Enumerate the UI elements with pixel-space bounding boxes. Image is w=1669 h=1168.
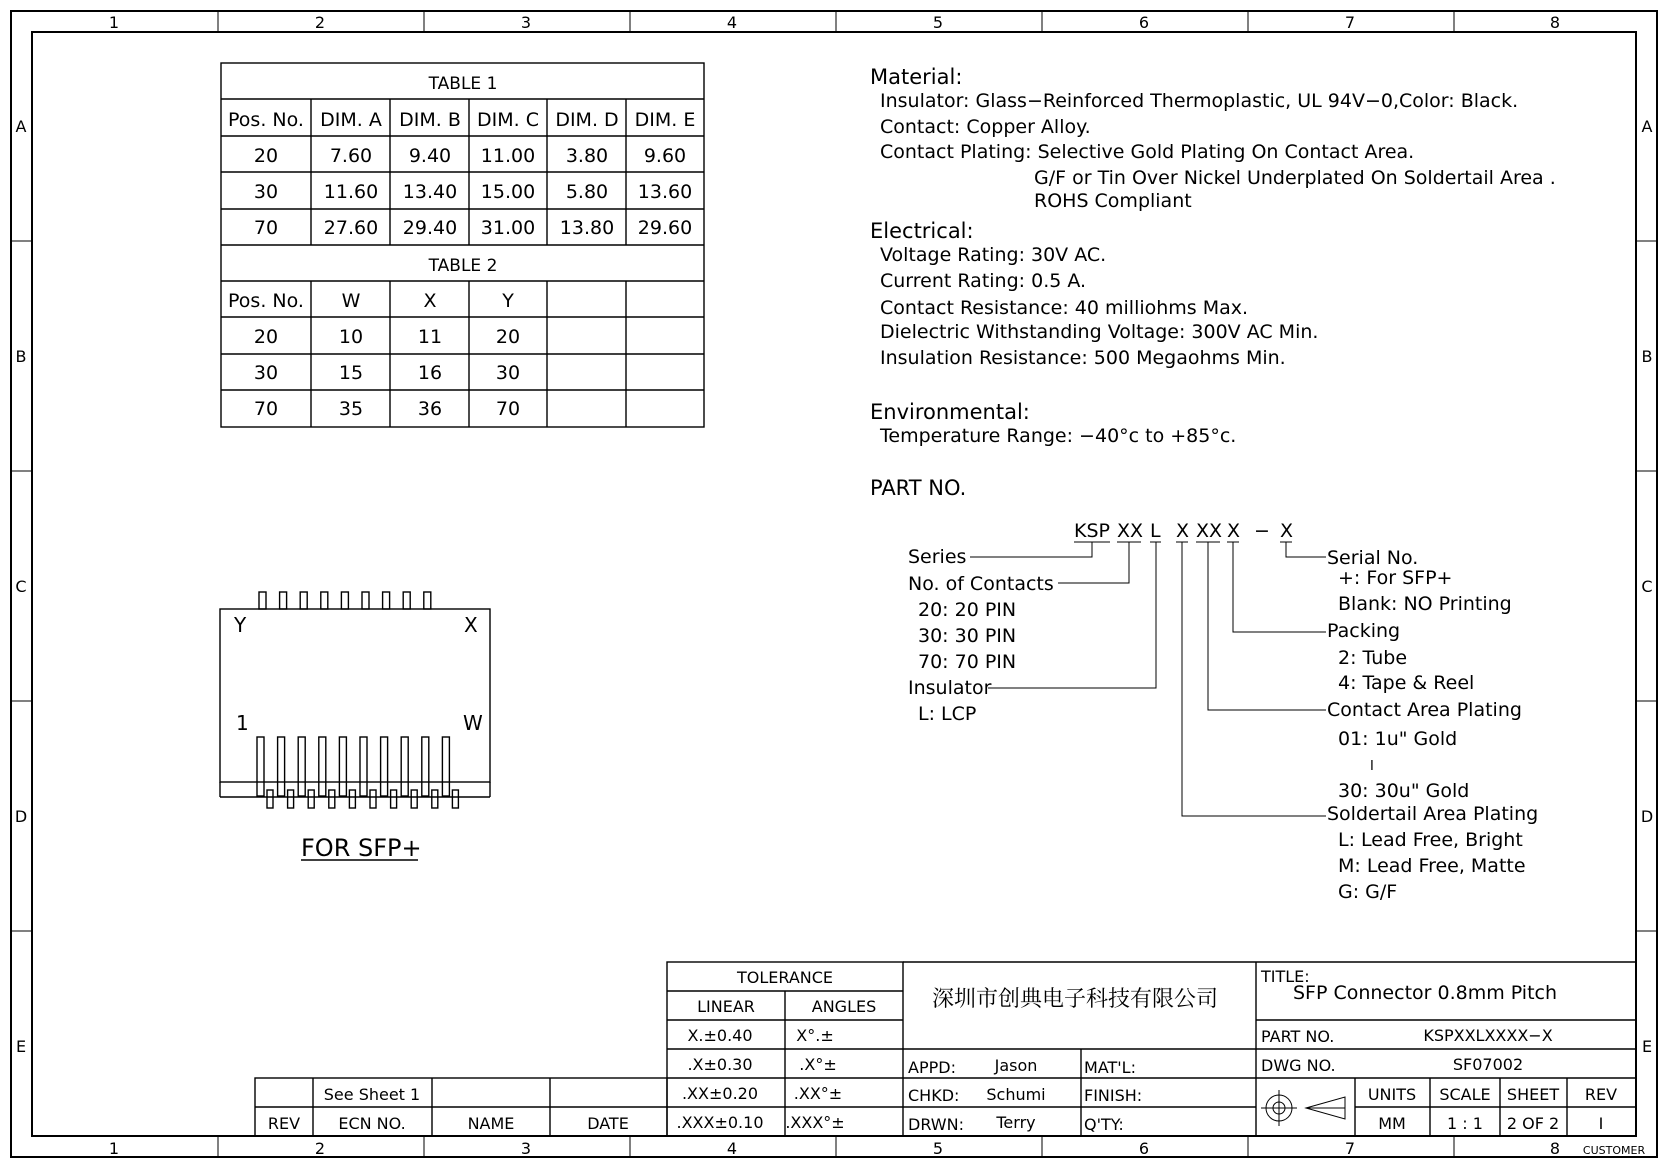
contact-pin bbox=[278, 737, 285, 796]
units-value: MM bbox=[1378, 1114, 1406, 1133]
chkd-label: CHKD: bbox=[908, 1086, 960, 1105]
drwn-label: DRWN: bbox=[908, 1115, 964, 1134]
table2-header: Y bbox=[502, 290, 514, 312]
part-no-label: PART NO. bbox=[1261, 1027, 1335, 1046]
part-no-heading: PART NO. bbox=[870, 476, 967, 500]
tol-linear: .X±0.30 bbox=[687, 1055, 753, 1074]
corner-label-x: X bbox=[464, 613, 478, 637]
col-label-top: 2 bbox=[314, 13, 326, 32]
table1-cell: 9.40 bbox=[408, 145, 452, 167]
tol-angle: .XXX°± bbox=[785, 1113, 845, 1132]
table1-cell: 5.80 bbox=[565, 181, 609, 203]
col-label-bottom: 8 bbox=[1549, 1139, 1561, 1158]
legend-gf: G: G/F bbox=[1338, 881, 1398, 903]
tol-angle: .X°± bbox=[799, 1055, 837, 1074]
legend-70pin: 70: 70 PIN bbox=[918, 651, 1017, 673]
part-legend-right bbox=[1327, 547, 1538, 903]
linear-heading: LINEAR bbox=[697, 997, 755, 1016]
table1-header: DIM. A bbox=[320, 109, 382, 131]
row-label-left: D bbox=[14, 807, 28, 826]
solder-tail bbox=[349, 790, 355, 808]
sheet-value: 2 OF 2 bbox=[1506, 1114, 1560, 1133]
legend-contact-plating: Contact Area Plating bbox=[1327, 699, 1522, 721]
title-label: TITLE: bbox=[1261, 967, 1310, 986]
corner-label-y: Y bbox=[234, 613, 247, 637]
code-contacts: XX bbox=[1117, 520, 1144, 542]
table2-header: X bbox=[423, 290, 437, 312]
legend-lead-free-matte: M: Lead Free, Matte bbox=[1338, 855, 1526, 877]
spec-resistance: Contact Resistance: 40 milliohms Max. bbox=[880, 297, 1249, 319]
col-label-bottom: 6 bbox=[1138, 1139, 1150, 1158]
table1-cell: 3.80 bbox=[565, 145, 609, 167]
row-label-right: B bbox=[1641, 347, 1653, 366]
solder-tail bbox=[288, 790, 294, 808]
spec-rohs: ROHS Compliant bbox=[1034, 190, 1192, 212]
col-label-bottom: 2 bbox=[314, 1139, 326, 1158]
tol-angle: X°.± bbox=[796, 1026, 834, 1045]
spec-contact: Contact: Copper Alloy. bbox=[880, 116, 1091, 138]
contact-pin bbox=[442, 737, 449, 796]
legend-lead-free-bright: L: Lead Free, Bright bbox=[1338, 829, 1523, 851]
table1-cell: 13.80 bbox=[559, 217, 615, 239]
scale-value: 1 : 1 bbox=[1447, 1114, 1483, 1133]
table2-cell: 15 bbox=[338, 362, 364, 384]
legend-lcp: L: LCP bbox=[918, 703, 977, 725]
top-pin bbox=[300, 592, 307, 609]
table1-cell: 29.60 bbox=[637, 217, 693, 239]
top-pins bbox=[259, 592, 431, 609]
projection-symbol-icon bbox=[1261, 1090, 1345, 1126]
qty-label: Q'TY: bbox=[1084, 1115, 1124, 1134]
spec-plating-2: G/F or Tin Over Nickel Underplated On Soldertail Area . bbox=[1034, 167, 1556, 189]
col-label-top: 8 bbox=[1549, 13, 1561, 32]
legend-30u-gold: 30: 30u" Gold bbox=[1338, 780, 1470, 802]
part-number-code bbox=[1074, 520, 1293, 542]
top-pin bbox=[424, 592, 431, 609]
tol-linear: X.±0.40 bbox=[687, 1026, 753, 1045]
finish-label: FINISH: bbox=[1084, 1086, 1143, 1105]
electrical-heading: Electrical: bbox=[870, 219, 974, 243]
col-label-top: 5 bbox=[932, 13, 944, 32]
drawing-caption: FOR SFP+ bbox=[301, 834, 422, 862]
spec-insulator: Insulator: Glass−Reinforced Thermoplastic, UL 94V−0,Color: Black. bbox=[880, 90, 1519, 112]
drawing-title: SFP Connector 0.8mm Pitch bbox=[1292, 982, 1558, 1004]
table2-cell: 20 bbox=[495, 326, 521, 348]
spec-insulation: Insulation Resistance: 500 Megaohms Min. bbox=[880, 347, 1286, 369]
table2-cell: 11 bbox=[417, 326, 443, 348]
row-label-right: D bbox=[1640, 807, 1654, 826]
revision-ecn-header: ECN NO. bbox=[338, 1114, 406, 1133]
corner-label-w: W bbox=[463, 711, 483, 735]
table2-header: W bbox=[341, 290, 361, 312]
appd-name: Jason bbox=[994, 1056, 1038, 1075]
table1-cell: 70 bbox=[253, 217, 279, 239]
contact-pin bbox=[257, 737, 264, 796]
table1-cell: 27.60 bbox=[323, 217, 379, 239]
dwg-no-value: SF07002 bbox=[1452, 1055, 1524, 1074]
drwn-name: Terry bbox=[996, 1113, 1036, 1132]
row-label-left: B bbox=[15, 347, 27, 366]
solder-tail bbox=[411, 790, 417, 808]
table2-cell: 36 bbox=[417, 398, 443, 420]
legend-insulator: Insulator bbox=[908, 677, 992, 699]
spec-voltage: Voltage Rating: 30V AC. bbox=[880, 244, 1107, 266]
legend-30pin: 30: 30 PIN bbox=[918, 625, 1017, 647]
solder-tail bbox=[432, 790, 438, 808]
customer-label: CUSTOMER bbox=[1582, 1144, 1646, 1157]
corner-label-1: 1 bbox=[236, 711, 249, 735]
contact-pin bbox=[339, 737, 346, 796]
legend-reel: 4: Tape & Reel bbox=[1338, 672, 1475, 694]
revision-see-sheet: See Sheet 1 bbox=[323, 1085, 421, 1104]
table1-title: TABLE 1 bbox=[428, 74, 498, 94]
table2-title: TABLE 2 bbox=[428, 256, 498, 276]
row-label-right: C bbox=[1641, 577, 1653, 596]
row-label-left: E bbox=[15, 1037, 27, 1056]
top-pin bbox=[280, 592, 287, 609]
title-block-text bbox=[268, 967, 1646, 1157]
tol-angle: .XX°± bbox=[793, 1084, 843, 1103]
sfp-connector-drawing bbox=[220, 592, 490, 862]
contact-pin bbox=[381, 737, 388, 796]
part-legend-left bbox=[908, 546, 1054, 725]
revision-name-header: NAME bbox=[467, 1114, 515, 1133]
legend-sfp: +: For SFP+ bbox=[1338, 567, 1453, 589]
col-label-top: 4 bbox=[726, 13, 738, 32]
legend-solder-plating: Soldertail Area Plating bbox=[1327, 803, 1539, 825]
solder-tail bbox=[391, 790, 397, 808]
row-label-left: C bbox=[15, 577, 27, 596]
spec-dielectric: Dielectric Withstanding Voltage: 300V AC Min. bbox=[880, 321, 1319, 343]
legend-blank: Blank: NO Printing bbox=[1338, 593, 1512, 615]
table1-cell: 11.00 bbox=[480, 145, 536, 167]
table1-cell: 9.60 bbox=[643, 145, 687, 167]
code-series: KSP bbox=[1074, 520, 1110, 542]
code-dash: − bbox=[1254, 520, 1270, 542]
table2-cell: 20 bbox=[253, 326, 279, 348]
solder-tail bbox=[452, 790, 458, 808]
table1-cell: 31.00 bbox=[480, 217, 536, 239]
rev-value: I bbox=[1598, 1114, 1604, 1133]
table1-cell: 13.40 bbox=[402, 181, 458, 203]
col-label-bottom: 4 bbox=[726, 1139, 738, 1158]
col-label-top: 1 bbox=[108, 13, 120, 32]
table2-cell: 10 bbox=[338, 326, 364, 348]
row-label-right: E bbox=[1641, 1037, 1653, 1056]
angles-heading: ANGLES bbox=[811, 997, 877, 1016]
table2-cell: 16 bbox=[417, 362, 443, 384]
legend-tube: 2: Tube bbox=[1338, 647, 1408, 669]
row-label-left: A bbox=[15, 117, 27, 136]
table1-cell: 20 bbox=[253, 145, 279, 167]
spec-current: Current Rating: 0.5 A. bbox=[880, 270, 1087, 292]
code-insulator: L bbox=[1150, 520, 1161, 542]
material-heading: Material: bbox=[870, 65, 963, 89]
table1-header: DIM. E bbox=[634, 109, 696, 131]
contact-pin bbox=[298, 737, 305, 796]
table1-header: Pos. No. bbox=[228, 109, 304, 131]
row-label-right: A bbox=[1641, 117, 1653, 136]
inner-contacts bbox=[257, 737, 449, 796]
contact-pin bbox=[319, 737, 326, 796]
sheet-label: SHEET bbox=[1506, 1085, 1560, 1104]
table1-cell: 11.60 bbox=[323, 181, 379, 203]
code-packing: X bbox=[1227, 520, 1241, 542]
top-pin bbox=[383, 592, 390, 609]
code-serial: X bbox=[1280, 520, 1294, 542]
solder-tail bbox=[308, 790, 314, 808]
environmental-heading: Environmental: bbox=[870, 400, 1030, 424]
solder-tail bbox=[370, 790, 376, 808]
solder-tails bbox=[267, 790, 458, 808]
table1-cell: 15.00 bbox=[480, 181, 536, 203]
col-label-bottom: 5 bbox=[932, 1139, 944, 1158]
part-no-value: KSPXXLXXXX−X bbox=[1423, 1026, 1553, 1045]
table1-header: DIM. C bbox=[477, 109, 539, 131]
top-pin bbox=[341, 592, 348, 609]
scale-label: SCALE bbox=[1439, 1085, 1491, 1104]
table1-cell: 30 bbox=[253, 181, 279, 203]
top-pin bbox=[321, 592, 328, 609]
dimension-tables bbox=[221, 63, 704, 427]
legend-1u-gold: 01: 1u" Gold bbox=[1338, 728, 1458, 750]
table2-cell: 30 bbox=[495, 362, 521, 384]
table1-header: DIM. D bbox=[555, 109, 619, 131]
contact-pin bbox=[422, 737, 429, 796]
solder-tail bbox=[329, 790, 335, 808]
dwg-no-label: DWG NO. bbox=[1261, 1056, 1336, 1075]
table1-header: DIM. B bbox=[399, 109, 461, 131]
tolerance-heading: TOLERANCE bbox=[736, 968, 834, 987]
material-label: MAT'L: bbox=[1084, 1058, 1136, 1077]
spec-plating: Contact Plating: Selective Gold Plating On Contact Area. bbox=[880, 141, 1415, 163]
solder-tail bbox=[267, 790, 273, 808]
legend-packing: Packing bbox=[1327, 620, 1401, 642]
legend-series: Series bbox=[908, 546, 967, 568]
col-label-bottom: 7 bbox=[1344, 1139, 1356, 1158]
col-label-top: 7 bbox=[1344, 13, 1356, 32]
col-label-top: 6 bbox=[1138, 13, 1150, 32]
legend-serial: Serial No. bbox=[1327, 547, 1419, 569]
col-label-bottom: 1 bbox=[108, 1139, 120, 1158]
table2-cell: 35 bbox=[338, 398, 364, 420]
table2-cell: 70 bbox=[495, 398, 521, 420]
top-pin bbox=[259, 592, 266, 609]
units-label: UNITS bbox=[1367, 1085, 1417, 1104]
top-pin bbox=[362, 592, 369, 609]
table1-cell: 13.60 bbox=[637, 181, 693, 203]
spec-temperature: Temperature Range: −40°c to +85°c. bbox=[880, 425, 1237, 447]
chkd-name: Schumi bbox=[986, 1085, 1046, 1104]
contact-pin bbox=[401, 737, 408, 796]
legend-contacts: No. of Contacts bbox=[908, 573, 1054, 595]
revision-rev-header: REV bbox=[267, 1114, 301, 1133]
table2-cell: 70 bbox=[253, 398, 279, 420]
col-label-top: 3 bbox=[520, 13, 532, 32]
code-solder: X bbox=[1176, 520, 1190, 542]
contact-pin bbox=[360, 737, 367, 796]
code-plating: XX bbox=[1196, 520, 1223, 542]
tol-linear: .XX±0.20 bbox=[681, 1084, 759, 1103]
table2-header: Pos. No. bbox=[228, 290, 304, 312]
revision-date-header: DATE bbox=[587, 1114, 629, 1133]
legend-20pin: 20: 20 PIN bbox=[918, 599, 1017, 621]
top-pin bbox=[403, 592, 410, 609]
legend-range-bar: I bbox=[1370, 759, 1374, 774]
col-label-bottom: 3 bbox=[520, 1139, 532, 1158]
company-name: 深圳市创典电子科技有限公司 bbox=[931, 987, 1219, 1012]
table1-cell: 7.60 bbox=[329, 145, 373, 167]
rev-label: REV bbox=[1584, 1085, 1618, 1104]
tol-linear: .XXX±0.10 bbox=[676, 1113, 764, 1132]
table2-cell: 30 bbox=[253, 362, 279, 384]
appd-label: APPD: bbox=[908, 1058, 956, 1077]
table1-cell: 29.40 bbox=[402, 217, 458, 239]
specification-notes bbox=[870, 65, 1556, 500]
